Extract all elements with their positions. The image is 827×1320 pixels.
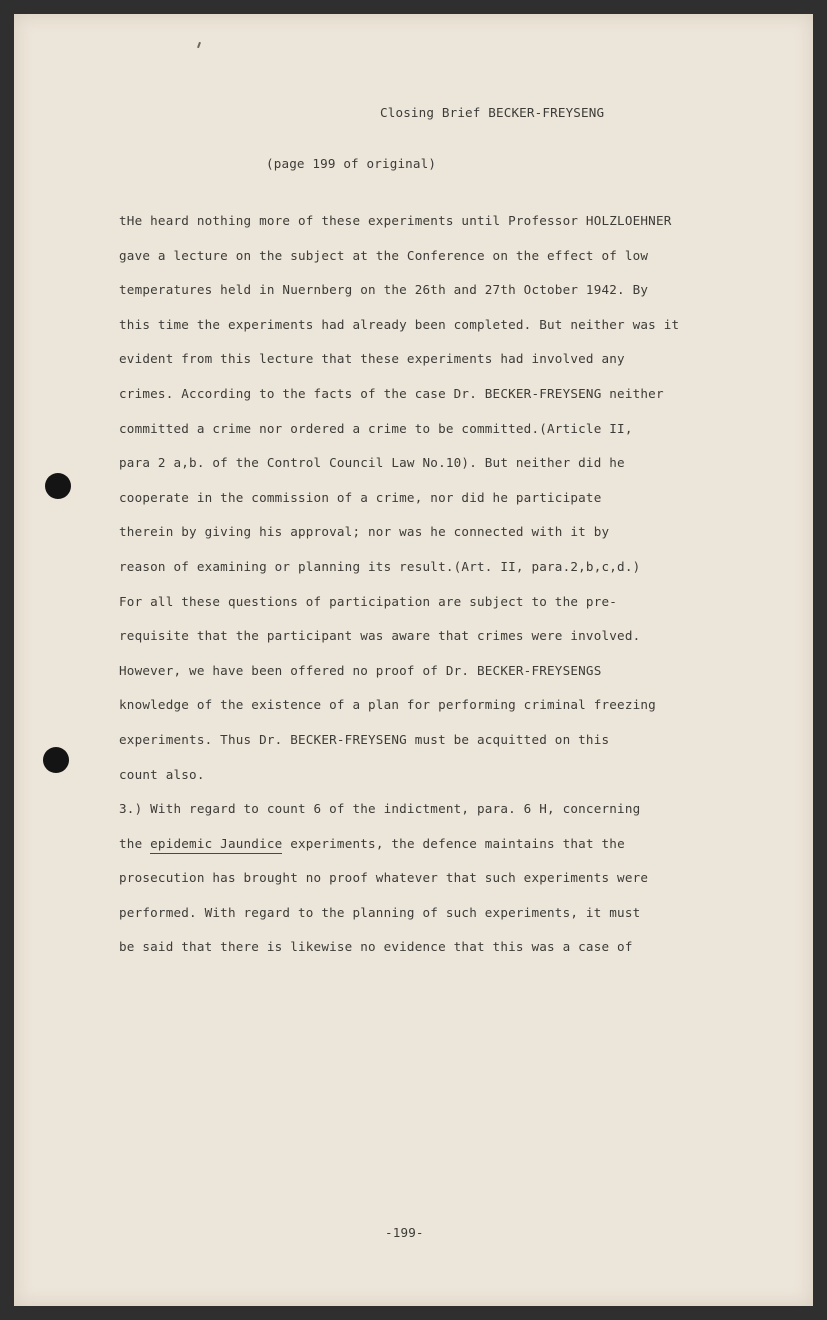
line-prefix: the: [119, 835, 151, 851]
text-line: committed a crime nor ordered a crime to be committed.(Article II,: [119, 420, 633, 436]
text-line: therein by giving his approval; nor was he connected with it by: [119, 524, 610, 540]
text-line: cooperate in the commission of a crime, nor did he participate: [119, 489, 602, 505]
text-line: reason of examining or planning its result.(Art. II, para.2,b,c,d.): [119, 558, 641, 574]
text-line: requisite that the participant was aware that crimes were involved.: [119, 628, 641, 644]
text-line: this time the experiments had already been completed. But neither was it: [119, 316, 680, 332]
text-line: count also.: [119, 766, 205, 782]
text-line: knowledge of the existence of a plan for performing criminal freezing: [119, 697, 656, 713]
text-line: be said that there is likewise no evidence that this was a case of: [119, 939, 633, 955]
text-line: prosecution has brought no proof whatever that such experiments were: [119, 870, 649, 886]
text-line: crimes. According to the facts of the case Dr. BECKER-FREYSENG neither: [119, 385, 664, 401]
body-text: [119, 204, 749, 965]
text-line: For all these questions of participation are subject to the pre-: [119, 593, 618, 609]
punch-hole-upper: [45, 473, 71, 499]
text-line: evident from this lecture that these experiments had involved any: [119, 351, 625, 367]
text-line: para 2 a,b. of the Control Council Law No.10). But neither did he: [119, 455, 625, 471]
text-line: However, we have been offered no proof of Dr. BECKER-FREYSENGS: [119, 662, 602, 678]
page-subheader: (page 199 of original): [266, 156, 437, 171]
text-line: performed. With regard to the planning of such experiments, it must: [119, 904, 641, 920]
text-line: tHe heard nothing more of these experiments until Professor HOLZLOEHNER: [119, 213, 672, 228]
stray-pencil-mark: [197, 42, 201, 48]
document-page: [14, 14, 813, 1306]
line-suffix: experiments, the defence maintains that the: [282, 835, 625, 851]
punch-hole-lower: [43, 747, 69, 773]
underlined-phrase: epidemic Jaundice: [150, 836, 282, 854]
page-number: -199-: [385, 1225, 424, 1240]
text-line: gave a lecture on the subject at the Conference on the effect of low: [119, 247, 649, 263]
page-header: Closing Brief BECKER-FREYSENG: [380, 105, 605, 120]
text-line: experiments. Thus Dr. BECKER-FREYSENG must be acquitted on this: [119, 731, 610, 747]
text-line-underlined: [119, 827, 749, 862]
text-line: 3.) With regard to count 6 of the indictment, para. 6 H, concerning: [119, 801, 641, 817]
text-line: temperatures held in Nuernberg on the 26th and 27th October 1942. By: [119, 282, 649, 298]
